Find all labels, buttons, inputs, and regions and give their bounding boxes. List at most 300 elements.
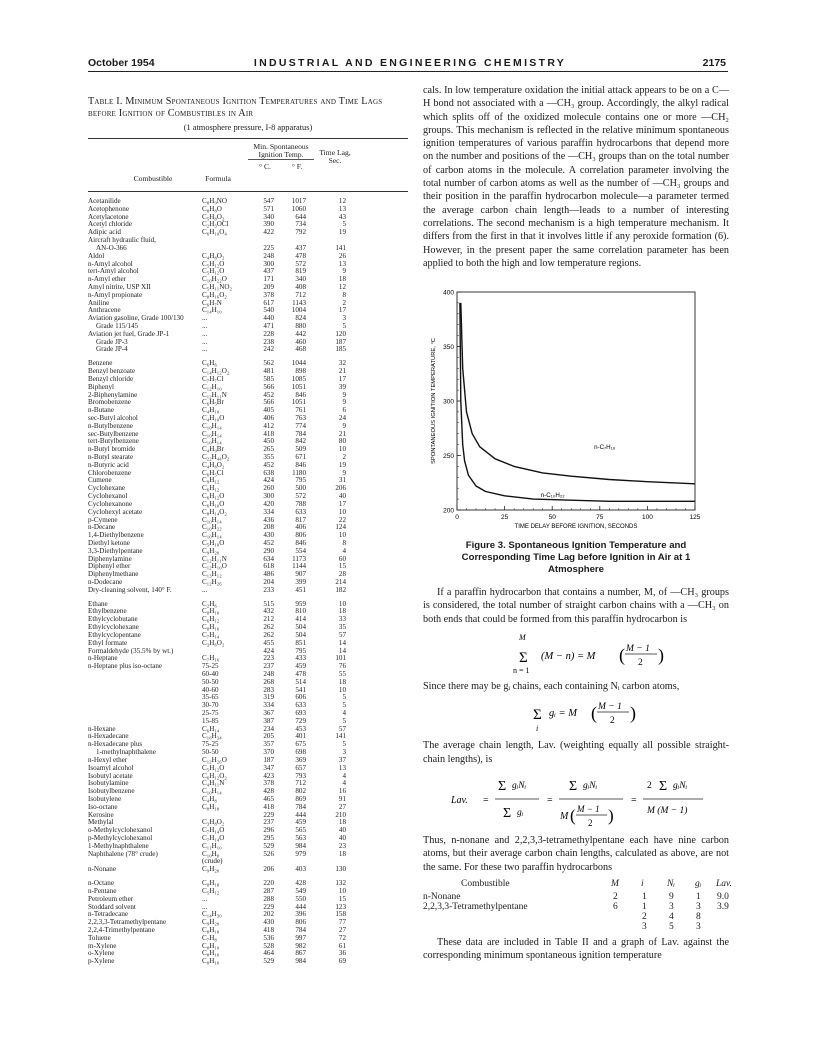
cell-temp-c: 423 — [263, 771, 274, 780]
cell-combustible: Acetanilide — [88, 197, 121, 205]
eq2-sub: i — [536, 724, 539, 734]
cell-temp-f: 867 — [295, 949, 306, 958]
cell-time-lag: 5 — [342, 693, 346, 702]
ct-ni: 5 — [669, 921, 674, 932]
cell-formula: C₁₄H₃₀ — [202, 910, 222, 919]
ct-gi: 3 — [696, 901, 701, 912]
cell-temp-f: 459 — [295, 818, 306, 827]
eq2-sigma: Σ — [533, 707, 542, 724]
cell-time-lag: 19 — [338, 228, 346, 237]
ct-header-combustible: Combustible — [461, 878, 510, 889]
ct-m: 6 — [613, 901, 618, 912]
cell-temp-c: 233 — [263, 585, 274, 594]
cell-formula: ... — [202, 894, 208, 903]
cell-temp-f: 806 — [295, 918, 306, 927]
cell-temp-f: 784 — [295, 925, 306, 934]
cell-temp-f: 442 — [295, 329, 306, 338]
cell-formula: C₁₀H₁₄ — [202, 437, 222, 446]
eq3-den2-den: 2 — [588, 817, 593, 828]
cell-temp-c: 418 — [263, 429, 274, 438]
cell-formula: C₁₀H₁₄ — [202, 429, 222, 438]
cell-time-lag: 187 — [335, 337, 346, 346]
cell-formula: C₇H₈ — [202, 933, 217, 942]
cell-combustible: Isobutylamine — [88, 779, 129, 788]
cell-temp-c: 515 — [263, 599, 274, 608]
cell-formula: C₇H₁₄O — [202, 834, 225, 842]
cell-temp-f: 1144 — [292, 562, 306, 571]
cell-time-lag: 9 — [342, 390, 346, 399]
cell-temp-c: 262 — [263, 630, 274, 639]
cell-time-lag: 80 — [338, 437, 346, 446]
y-tick-label: 200 — [443, 507, 454, 515]
cell-temp-f: 795 — [295, 476, 306, 485]
cell-temp-c: 437 — [263, 267, 274, 276]
cell-temp-f: 504 — [295, 623, 306, 632]
cell-combustible: Acetyl chloride — [88, 220, 132, 229]
eq1-sum-bottom: n = 1 — [513, 666, 530, 676]
cell-time-lag: 12 — [338, 197, 346, 205]
x-tick-label: 25 — [500, 514, 509, 522]
table-row — [88, 571, 408, 579]
ct-header-ni: Nᵢ — [667, 878, 675, 889]
cell-combustible: Bromobenzene — [88, 398, 131, 407]
table-row — [88, 648, 408, 656]
eq3-sigma-2: Σ — [503, 805, 512, 821]
table-row — [88, 601, 408, 609]
table-row — [88, 438, 408, 446]
cell-combustible: n-Butyl bromide — [88, 445, 136, 454]
cell-time-lag: 57 — [338, 724, 346, 733]
ct-header-gi: gᵢ — [695, 878, 702, 889]
ct-i: 1 — [642, 901, 647, 912]
cell-temp-c: 229 — [263, 902, 274, 911]
cell-time-lag: 9 — [342, 468, 346, 477]
cell-formula: C₈H₁₈ — [202, 925, 220, 934]
cell-combustible: n-Pentane — [88, 886, 117, 895]
cell-temp-f: 1004 — [291, 306, 306, 315]
cell-time-lag: 18 — [338, 677, 346, 686]
cell-temp-f: 734 — [295, 220, 306, 229]
cell-time-lag: 55 — [338, 669, 346, 678]
cell-formula: C₁₀H₁₄ — [202, 421, 222, 430]
cell-temp-f: 633 — [295, 507, 306, 516]
ct-m: 2 — [613, 891, 618, 902]
cell-formula: C₆H₁₂ — [202, 484, 220, 493]
cell-temp-c: 334 — [263, 507, 274, 516]
cell-time-lag: 182 — [335, 585, 346, 594]
cell-time-lag: 60 — [338, 554, 346, 563]
cell-combustible: Stoddard solvent — [88, 902, 136, 911]
cell-temp-c: 248 — [263, 251, 274, 260]
cell-temp-f: 554 — [295, 546, 306, 555]
cell-combustible: n-Hexadecane plus — [88, 740, 143, 749]
cell-temp-c: 205 — [263, 732, 274, 741]
cell-temp-f: 880 — [295, 322, 306, 330]
table-row — [88, 888, 408, 896]
cell-formula: C₃H₆O₂ — [202, 638, 225, 647]
cell-time-lag: 3 — [342, 314, 346, 323]
table-title-text: Table I. Minimum Spontaneous Ignition Temperatures and Time Lags before Ignition of Combustibles in Air — [88, 96, 383, 119]
cell-formula: ... — [202, 314, 208, 323]
body-text — [423, 84, 732, 962]
cell-formula: C₁₄H₁₀ — [202, 306, 222, 315]
cell-formula: C₁₀H₈ — [202, 849, 220, 858]
cell-combustible: 2,2,4-Trimethylpentane — [88, 925, 155, 934]
cell-formula: C₈H₁₆O₂ — [202, 290, 227, 299]
paragraph-2: If a paraffin hydrocarbon that contains a number, M, of —CH₃ groups is considered, the total number of straight carbon chains with a —CH₃ on both ends that could be formed from this paraffin hydrocarbon is — [423, 587, 729, 625]
cell-temp-c: 562 — [263, 359, 274, 368]
cell-time-lag: 4 — [342, 771, 346, 780]
cell-time-lag: 21 — [338, 367, 346, 376]
cell-temp-f: 846 — [295, 538, 306, 547]
table-row — [88, 399, 408, 407]
cell-temp-f: 644 — [295, 212, 306, 221]
eq1-den: 2 — [638, 658, 643, 669]
eq3-sigma-1: Σ — [498, 778, 507, 794]
cell-time-lag: 72 — [338, 933, 346, 942]
cell-formula: C₁₀H₁₄ — [202, 531, 222, 540]
cell-formula: C₆H₁₂ — [202, 615, 220, 624]
cell-combustible: Aniline — [88, 298, 110, 307]
cell-time-lag: 9 — [342, 267, 346, 276]
ct-gi: 8 — [696, 911, 701, 922]
table-row — [88, 851, 408, 859]
table-row — [88, 587, 408, 595]
cell-temp-c: 450 — [263, 437, 274, 446]
cell-temp-c: 481 — [263, 367, 274, 376]
eq3-den2-num: M − 1 — [577, 803, 600, 814]
cell-temp-c: 378 — [263, 779, 274, 788]
cell-combustible: p-Cymene — [88, 515, 118, 524]
cell-combustible: n-Heptane plus iso-octane — [88, 662, 163, 671]
cell-temp-c: 424 — [263, 646, 274, 655]
table-row — [88, 237, 408, 245]
cell-combustible: n-Amyl propionate — [88, 290, 143, 299]
cell-temp-c: 228 — [263, 329, 274, 338]
cell-formula: C₄H₁₀O — [202, 413, 225, 422]
cell-temp-c: 295 — [263, 834, 274, 842]
cell-formula: C₄H₉Br — [202, 445, 224, 454]
table-row — [88, 958, 408, 966]
cell-temp-f: 698 — [295, 748, 306, 757]
cell-temp-f: 478 — [295, 669, 306, 678]
cell-time-lag: 15 — [338, 562, 346, 571]
cell-formula: ... — [202, 345, 208, 354]
cell-time-lag: 40 — [338, 826, 346, 835]
eq1-sum-top: M — [519, 633, 526, 643]
cell-combustible: Ethane — [88, 599, 108, 608]
table-row — [88, 679, 408, 687]
cell-combustible: AN-O-366 — [96, 243, 127, 252]
table-row — [88, 548, 408, 556]
table-row — [88, 368, 408, 376]
cell-temp-f: 460 — [295, 337, 306, 346]
cell-temp-f: 842 — [295, 437, 306, 446]
cell-formula: C₇H₇Cl — [202, 374, 224, 383]
cell-temp-c: 420 — [263, 499, 274, 508]
cell-temp-f: 414 — [295, 615, 306, 624]
cell-temp-f: 763 — [295, 413, 306, 422]
equation-2-svg — [423, 697, 729, 735]
cell-temp-f: 819 — [295, 267, 306, 276]
cell-formula: 50-50 — [202, 748, 219, 757]
cell-formula: C₄H₈O₂ — [202, 251, 225, 260]
cell-combustible: 2-Biphenylamine — [88, 390, 138, 399]
cell-combustible: sec-Butylbenzene — [88, 429, 139, 438]
cell-formula: C₆H₅Cl — [202, 468, 224, 477]
ct-header-i: i — [641, 878, 644, 889]
cell-temp-c: 334 — [263, 701, 274, 710]
cell-combustible: n-Hexane — [88, 724, 116, 733]
cell-temp-f: 1044 — [291, 359, 306, 368]
table-row — [88, 663, 408, 671]
cell-temp-f: 982 — [295, 941, 306, 950]
cell-combustible: Adipic acid — [88, 228, 121, 237]
paragraph-4: The average chain length, Lav. (weighting equally all possible straight-chain lengths), is — [423, 740, 729, 765]
table-1 — [88, 96, 408, 966]
cell-formula: C₈H₁₀ — [202, 941, 220, 950]
table-row — [88, 245, 408, 253]
eq1-term: (M − n) = M — [541, 651, 596, 663]
cell-combustible: Acetylacetone — [88, 212, 129, 221]
equation-3-svg — [423, 770, 729, 830]
cell-combustible: Aldol — [88, 251, 105, 260]
cell-time-lag: 10 — [338, 886, 346, 895]
cell-formula: C₆H₇N — [202, 298, 222, 307]
cell-temp-c: 547 — [263, 197, 274, 205]
figure-3-chart — [423, 282, 729, 538]
cell-temp-f: 550 — [295, 894, 306, 903]
eq1-lparen: ( — [619, 645, 625, 666]
cell-time-lag: 57 — [338, 630, 346, 639]
cell-formula: C₆H₁₀O₄ — [202, 228, 227, 237]
cell-temp-f: 784 — [295, 429, 306, 438]
cell-temp-c: 208 — [263, 523, 274, 532]
cell-temp-c: 430 — [263, 531, 274, 540]
equation-1 — [423, 630, 729, 676]
ct-i: 2 — [642, 911, 647, 922]
cell-formula: C₆H₆ — [202, 359, 217, 368]
cell-formula: C₂H₃OCl — [202, 220, 229, 229]
cell-temp-f: 824 — [295, 314, 306, 323]
ct-i: 1 — [642, 891, 647, 902]
cell-time-lag: 18 — [338, 607, 346, 616]
cell-formula: ... — [202, 585, 208, 594]
cell-combustible: n-Dodecane — [88, 578, 123, 586]
cell-combustible: Grade 115/145 — [96, 322, 139, 330]
cell-temp-c: 265 — [263, 445, 274, 454]
table-row — [88, 943, 408, 951]
cell-time-lag: 13 — [338, 204, 346, 213]
cell-temp-c: 237 — [263, 662, 274, 671]
cell-time-lag: 28 — [338, 570, 346, 579]
cell-formula: C₆H₁₂O₂ — [202, 771, 227, 780]
cell-temp-c: 540 — [263, 306, 274, 315]
cell-temp-f: 369 — [295, 755, 306, 764]
table-row — [88, 360, 408, 368]
table-body — [88, 198, 408, 966]
eq3-num3: 2 — [647, 780, 652, 791]
cell-formula: 35-65 — [202, 693, 219, 702]
table-row — [88, 749, 408, 757]
cell-time-lag: 17 — [338, 306, 346, 315]
cell-temp-c: 452 — [263, 390, 274, 399]
cell-temp-f: 795 — [295, 646, 306, 655]
table-row — [88, 780, 408, 788]
table-row — [88, 339, 408, 347]
cell-temp-c: 268 — [263, 677, 274, 686]
table-row — [88, 788, 408, 796]
cell-time-lag: 31 — [338, 476, 346, 485]
cell-time-lag: 40 — [338, 492, 346, 501]
cell-combustible: Cyclohexane — [88, 484, 126, 493]
table-row — [88, 687, 408, 695]
cell-temp-c: 452 — [263, 460, 274, 469]
table-row — [88, 726, 408, 734]
cell-temp-f: 453 — [295, 724, 306, 733]
cell-time-lag: 10 — [338, 685, 346, 694]
page-number: 2175 — [702, 57, 726, 69]
cell-combustible: 3,3-Diethylpentane — [88, 546, 143, 555]
cell-time-lag: 120 — [335, 329, 346, 338]
cell-time-lag: 5 — [342, 740, 346, 749]
cell-temp-f: 793 — [295, 771, 306, 780]
cell-formula: C₈H₈O — [202, 204, 222, 213]
journal-title: INDUSTRIAL AND ENGINEERING CHEMISTRY — [253, 57, 567, 69]
table-row — [88, 376, 408, 384]
cell-temp-f: 1051 — [291, 382, 306, 391]
eq3-den2-lparen: ( — [570, 805, 576, 825]
table-row — [88, 694, 408, 702]
eq3-den1: gᵢ — [517, 807, 524, 818]
cell-formula: C₆H₅Br — [202, 398, 224, 407]
cell-temp-c: 486 — [263, 570, 274, 579]
table-row — [88, 346, 408, 354]
cell-temp-f: 399 — [295, 578, 306, 586]
cell-formula: (crude) — [202, 857, 223, 866]
cell-time-lag: 16 — [338, 787, 346, 796]
cell-temp-f: 459 — [295, 662, 306, 671]
eq3-den2-m: M — [560, 810, 569, 822]
series-line — [461, 303, 695, 484]
table-row — [88, 198, 408, 206]
cell-combustible: Cyclohexanone — [88, 499, 133, 508]
table-header — [88, 138, 408, 192]
col-temp-group — [248, 143, 314, 160]
ct-ni: 3 — [669, 901, 674, 912]
cell-formula: C₁₂H₁₁N — [202, 554, 227, 563]
table-row — [88, 773, 408, 781]
cell-time-lag: 37 — [338, 755, 346, 764]
cell-combustible: Isobutyl acetate — [88, 771, 133, 780]
table-row — [88, 253, 408, 261]
cell-formula: C₁₂H₁₀ — [202, 382, 222, 391]
cell-combustible: n-Butylbenzene — [88, 421, 133, 430]
eq3-num2: gᵢNᵢ — [583, 780, 598, 791]
series-label: n-C₁₀H₂₂ — [540, 492, 565, 500]
table-row — [88, 517, 408, 525]
cell-formula: C₉H₁₂ — [202, 476, 220, 485]
cell-temp-c: 283 — [263, 685, 274, 694]
cell-combustible: m-Xylene — [88, 941, 117, 950]
cell-combustible: Amyl nitrite, USP XII — [88, 282, 151, 291]
cell-combustible: Aviation jet fuel, Grade JP-1 — [88, 329, 170, 338]
cell-combustible: Cyclohexanol — [88, 492, 128, 501]
table-row — [88, 509, 408, 517]
cell-combustible: Methylal — [88, 818, 114, 827]
cell-time-lag: 10 — [338, 445, 346, 454]
cell-time-lag: 69 — [338, 957, 346, 966]
cell-formula: C₁₄H₁₂O₂ — [202, 367, 230, 376]
cell-temp-f: 675 — [295, 740, 306, 749]
cell-formula: ... — [202, 329, 208, 338]
cell-time-lag: 77 — [338, 918, 346, 927]
table-row — [88, 718, 408, 726]
cell-temp-f: 788 — [295, 499, 306, 508]
cell-temp-f: 729 — [295, 716, 306, 725]
cell-temp-f: 428 — [295, 879, 306, 888]
cell-temp-f: 433 — [295, 654, 306, 663]
cell-combustible: Diethyl ketone — [88, 538, 130, 547]
cell-temp-c: 288 — [263, 894, 274, 903]
cell-temp-f: 907 — [295, 570, 306, 579]
cell-formula: C₆H₁₄ — [202, 724, 220, 733]
cell-temp-f: 565 — [295, 826, 306, 835]
cell-formula: C₂₂H₄₄O₂ — [202, 453, 230, 461]
eq2-term: gᵢ = M — [549, 708, 577, 720]
cell-combustible: n-Decane — [88, 523, 116, 532]
cell-formula: C₁₀H₁₄ — [202, 515, 222, 524]
cell-temp-f: 959 — [295, 599, 306, 608]
cell-formula: C₅H₁₂O — [202, 267, 225, 276]
cell-formula: C₅H₁₂ — [202, 886, 220, 895]
cell-time-lag: 36 — [338, 949, 346, 958]
ct-lav: 9.0 — [717, 891, 729, 902]
cell-time-lag: 4 — [342, 779, 346, 788]
cell-time-lag: 76 — [338, 662, 346, 671]
table-row — [88, 896, 408, 904]
cell-time-lag: 19 — [338, 460, 346, 469]
cell-temp-c: 406 — [263, 413, 274, 422]
cell-temp-f: 810 — [295, 607, 306, 616]
cell-temp-f: 444 — [295, 810, 306, 819]
cell-time-lag: 10 — [338, 507, 346, 516]
cell-temp-f: 806 — [295, 531, 306, 540]
cell-time-lag: 35 — [338, 623, 346, 632]
table-row — [88, 214, 408, 222]
cell-time-lag: 12 — [338, 282, 346, 291]
eq1-sigma: Σ — [519, 650, 528, 667]
eq1-rparen: ) — [658, 645, 664, 666]
cell-temp-c: 237 — [263, 818, 274, 827]
cell-time-lag: 3 — [342, 748, 346, 757]
cell-temp-c: 300 — [263, 259, 274, 268]
cell-time-lag: 10 — [338, 599, 346, 608]
cell-temp-c: 187 — [263, 755, 274, 764]
cell-combustible: Isoamyl alcohol — [88, 763, 134, 772]
cell-formula: C₁₂H₁₁N — [202, 390, 227, 399]
y-tick-label: 250 — [443, 453, 454, 461]
cell-combustible: Isobutylene — [88, 794, 122, 803]
cell-combustible: o-Xylene — [88, 949, 115, 958]
cell-temp-c: 234 — [263, 724, 274, 733]
cell-temp-c: 290 — [263, 546, 274, 555]
cell-time-lag: 22 — [338, 515, 346, 524]
cell-combustible: Kerosine — [88, 810, 114, 819]
cell-formula: C₈H₁₆ — [202, 623, 220, 632]
cell-time-lag: 6 — [342, 406, 346, 415]
cell-time-lag: 33 — [338, 615, 346, 624]
